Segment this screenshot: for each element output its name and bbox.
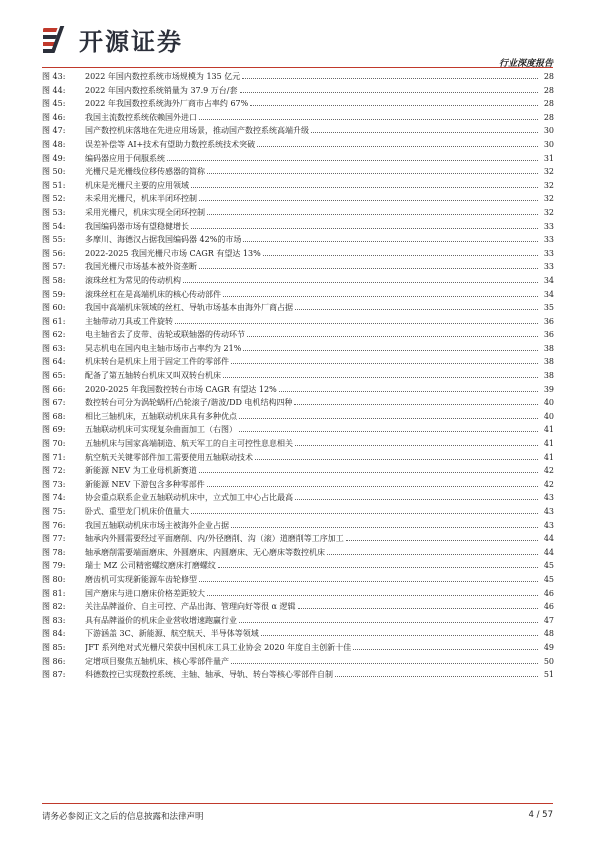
toc-entry[interactable] bbox=[42, 341, 554, 355]
toc-figure-label: 图 83: bbox=[42, 615, 66, 625]
toc-page-number: 42 bbox=[543, 479, 554, 489]
toc-entry[interactable] bbox=[42, 504, 554, 518]
toc-figure-title: 我国主流数控系统依赖国外进口 bbox=[85, 112, 197, 122]
toc-page-number: 28 bbox=[543, 99, 554, 109]
toc-figure-label: 图 63: bbox=[42, 343, 66, 353]
toc-page-number: 41 bbox=[543, 452, 554, 462]
toc-page-number: 47 bbox=[543, 615, 554, 625]
toc-leader-dots bbox=[295, 490, 538, 500]
toc-figure-title: 卧式、重型龙门机床价值量大 bbox=[85, 507, 189, 516]
toc-entry[interactable] bbox=[42, 232, 554, 246]
toc-figure-label: 图 55: bbox=[42, 235, 66, 245]
toc-page-number: 38 bbox=[543, 357, 554, 367]
toc-leader-dots bbox=[191, 219, 538, 229]
company-logo bbox=[43, 24, 183, 54]
toc-entry[interactable] bbox=[42, 300, 554, 314]
toc-leader-dots bbox=[311, 123, 538, 133]
toc-page-number: 33 bbox=[543, 221, 554, 231]
toc-figure-label: 图 54: bbox=[42, 221, 66, 231]
toc-entry[interactable] bbox=[42, 205, 554, 219]
toc-page-number: 34 bbox=[543, 289, 554, 299]
toc-figure-label: 图 71: bbox=[42, 452, 66, 462]
toc-figure-title: JFT 系列绝对式光栅尺荣获中国机床工具工业协会 2020 年度自主创新十佳 bbox=[85, 642, 352, 652]
toc-page-number: 50 bbox=[543, 656, 554, 666]
toc-page-number: 32 bbox=[543, 167, 554, 177]
toc-leader-dots bbox=[199, 259, 538, 269]
toc-page-number: 42 bbox=[543, 466, 554, 476]
toc-figure-title: 瑞士 MZ 公司精密螺纹磨床打磨螺纹 bbox=[85, 561, 216, 571]
toc-page-number: 45 bbox=[543, 574, 554, 584]
toc-figure-title: 磨齿机可实现新能源车齿轮修型 bbox=[85, 574, 197, 584]
toc-entry[interactable] bbox=[42, 626, 554, 640]
toc-figure-label: 图 78: bbox=[42, 547, 66, 557]
toc-entry[interactable] bbox=[42, 599, 554, 613]
toc-entry[interactable] bbox=[42, 613, 554, 627]
toc-leader-dots bbox=[207, 477, 538, 487]
toc-entry[interactable] bbox=[42, 436, 554, 450]
toc-page-number: 43 bbox=[543, 520, 554, 530]
toc-page-number: 30 bbox=[543, 126, 554, 136]
toc-leader-dots bbox=[191, 178, 538, 188]
toc-leader-dots bbox=[183, 273, 538, 283]
toc-figure-label: 图 85: bbox=[42, 642, 66, 652]
toc-entry[interactable] bbox=[42, 654, 554, 668]
toc-entry[interactable] bbox=[42, 123, 554, 137]
toc-figure-label: 图 79: bbox=[42, 561, 66, 571]
toc-entry[interactable] bbox=[42, 314, 554, 328]
toc-leader-dots bbox=[223, 287, 538, 297]
toc-leader-dots bbox=[346, 531, 538, 541]
toc-page-number: 36 bbox=[543, 316, 554, 326]
toc-figure-label: 图 45: bbox=[42, 99, 66, 109]
toc-figure-title: 我国光栅尺市场基本被外资垄断 bbox=[85, 262, 197, 272]
toc-leader-dots bbox=[295, 300, 538, 310]
toc-leader-dots bbox=[263, 246, 538, 256]
toc-figure-label: 图 62: bbox=[42, 330, 66, 340]
toc-figure-title: 配备了第五轴转台机床又叫双转台机床 bbox=[85, 371, 221, 381]
toc-figure-title: 2022-2025 我国光栅尺市场 CAGR 有望达 13% bbox=[85, 248, 261, 258]
toc-figure-title: 关注品牌溢价、自主可控、产品出海、管理向好等很 α 逻辑 bbox=[85, 602, 296, 612]
toc-leader-dots bbox=[261, 626, 538, 636]
toc-figure-label: 图 75: bbox=[42, 507, 66, 516]
toc-entry[interactable] bbox=[42, 586, 554, 600]
logo-text: 开源证券 bbox=[79, 27, 183, 56]
toc-leader-dots bbox=[207, 205, 538, 215]
toc-figure-title: 主轴带动刀具或工件旋转 bbox=[85, 316, 173, 326]
toc-figure-title: 电主轴省去了皮带、齿轮或联轴器的传动环节 bbox=[85, 330, 245, 340]
toc-figure-label: 图 74: bbox=[42, 493, 66, 503]
toc-page-number: 45 bbox=[543, 561, 554, 571]
toc-figure-label: 图 58: bbox=[42, 275, 66, 285]
toc-leader-dots bbox=[167, 151, 538, 161]
toc-figure-title: 国产数控机床落地在先进应用场景，推动国产数控系统高端升级 bbox=[85, 126, 309, 136]
toc-page-number: 44 bbox=[543, 547, 554, 557]
toc-leader-dots bbox=[242, 69, 538, 79]
toc-figure-title: 2022 年国内数控系统市场规模为 135 亿元 bbox=[85, 72, 241, 81]
toc-page-number: 35 bbox=[543, 303, 554, 313]
toc-entry[interactable] bbox=[42, 259, 554, 273]
toc-entry[interactable] bbox=[42, 219, 554, 233]
toc-entry[interactable] bbox=[42, 287, 554, 301]
toc-entry[interactable] bbox=[42, 83, 554, 97]
toc-entry[interactable] bbox=[42, 164, 554, 178]
toc-leader-dots bbox=[279, 382, 538, 392]
toc-leader-dots bbox=[231, 654, 538, 664]
toc-page-number: 34 bbox=[543, 275, 554, 285]
toc-figure-title: 2022 年我国数控系统海外厂商市占率约 67% bbox=[85, 99, 249, 109]
toc-page-number: 43 bbox=[543, 507, 554, 516]
toc-figure-label: 图 70: bbox=[42, 439, 66, 449]
toc-page-number: 33 bbox=[543, 248, 554, 258]
report-type-label: 行业深度报告 bbox=[498, 59, 553, 69]
toc-figure-title: 我国五轴联动机床市场主被海外企业占据 bbox=[85, 520, 229, 530]
toc-entry[interactable] bbox=[42, 354, 554, 368]
toc-entry[interactable] bbox=[42, 368, 554, 382]
toc-page-number: 48 bbox=[543, 629, 554, 639]
toc-page-number: 41 bbox=[543, 439, 554, 449]
toc-figure-label: 图 50: bbox=[42, 167, 66, 177]
toc-figure-label: 图 52: bbox=[42, 194, 66, 204]
toc-leader-dots bbox=[218, 558, 538, 568]
toc-page-number: 28 bbox=[543, 72, 554, 81]
toc-page-number: 32 bbox=[543, 194, 554, 204]
toc-figure-label: 图 59: bbox=[42, 289, 66, 299]
toc-entry[interactable] bbox=[42, 395, 554, 409]
toc-figure-label: 图 66: bbox=[42, 384, 66, 394]
toc-figure-title: 轴承磨削需要端面磨床、外圆磨床、内圆磨床、无心磨床等数控机床 bbox=[85, 547, 325, 557]
toc-figure-label: 图 46: bbox=[42, 112, 66, 122]
toc-figure-label: 图 73: bbox=[42, 479, 66, 489]
toc-page-number: 41 bbox=[543, 425, 554, 435]
toc-page-number: 33 bbox=[543, 262, 554, 272]
toc-figure-title: 滚珠丝杠在是高端机床的核心传动部件 bbox=[85, 289, 221, 299]
toc-leader-dots bbox=[199, 110, 538, 120]
toc-entry[interactable] bbox=[42, 246, 554, 260]
toc-figure-label: 图 61: bbox=[42, 316, 66, 326]
toc-figure-title: 相比三轴机床，五轴联动机床具有多种优点 bbox=[85, 411, 237, 421]
toc-figure-title: 新能源 NEV 下游包含多种零部件 bbox=[85, 479, 205, 489]
toc-figure-label: 图 65: bbox=[42, 371, 66, 381]
toc-page-number: 38 bbox=[543, 371, 554, 381]
toc-page-number: 32 bbox=[543, 180, 554, 190]
toc-page-number: 33 bbox=[543, 235, 554, 245]
toc-figure-label: 图 67: bbox=[42, 398, 66, 408]
toc-leader-dots bbox=[327, 545, 538, 555]
toc-figure-title: 采用光栅尺，机床实现全闭环控制 bbox=[85, 207, 205, 217]
toc-leader-dots bbox=[199, 572, 538, 582]
toc-leader-dots bbox=[243, 341, 538, 351]
toc-page-number: 28 bbox=[543, 85, 554, 95]
page-header bbox=[0, 0, 595, 70]
toc-figure-label: 图 43: bbox=[42, 72, 66, 81]
toc-figure-title: 科德数控已实现数控系统、主轴、轴承、导轨、转台等核心零部件自制 bbox=[85, 670, 333, 680]
toc-leader-dots bbox=[255, 450, 538, 460]
toc-figure-title: 误差补偿等 AI+技术有望助力数控系统技术突破 bbox=[85, 139, 256, 149]
toc-figure-label: 图 53: bbox=[42, 207, 66, 217]
toc-figure-title: 滚珠丝杠为常见的传动机构 bbox=[85, 275, 181, 285]
toc-figure-label: 图 47: bbox=[42, 126, 66, 136]
toc-leader-dots bbox=[199, 463, 538, 473]
toc-figure-title: 具有品牌溢价的机床企业营收增速跑赢行业 bbox=[85, 615, 237, 625]
toc-figure-label: 图 84: bbox=[42, 629, 66, 639]
toc-page-number: 28 bbox=[543, 112, 554, 122]
toc-leader-dots bbox=[353, 640, 538, 650]
toc-figure-label: 图 80: bbox=[42, 574, 66, 584]
toc-leader-dots bbox=[247, 327, 538, 337]
toc-figure-title: 2020-2025 年我国数控转台市场 CAGR 有望达 12% bbox=[85, 384, 277, 394]
toc-leader-dots bbox=[295, 436, 538, 446]
toc-entry[interactable] bbox=[42, 69, 554, 83]
toc-figure-label: 图 44: bbox=[42, 85, 66, 95]
toc-entry[interactable] bbox=[42, 463, 554, 477]
toc-figure-title: 定增项目聚焦五轴机床、核心零部件量产 bbox=[85, 656, 229, 666]
header-divider bbox=[42, 67, 553, 68]
toc-figure-title: 光栅尺是光栅线位移传感器的简称 bbox=[85, 167, 205, 177]
toc-leader-dots bbox=[191, 504, 538, 514]
toc-page-number: 31 bbox=[543, 153, 554, 163]
toc-entry[interactable] bbox=[42, 409, 554, 423]
toc-figure-title: 五轴联动机床可实现复杂曲面加工（右图） bbox=[85, 425, 237, 435]
footer-disclaimer: 请务必参阅正文之后的信息披露和法律声明 bbox=[42, 812, 204, 822]
toc-leader-dots bbox=[207, 164, 538, 174]
toc-figure-title: 我国中高端机床领域的丝杠、导轨市场基本由海外厂商占据 bbox=[85, 303, 293, 313]
toc-figure-title: 机床转台是机床上用于固定工件的零部件 bbox=[85, 357, 229, 367]
toc-page-number: 30 bbox=[543, 139, 554, 149]
toc-leader-dots bbox=[243, 232, 538, 242]
toc-figure-title: 编码器应用于伺服系统 bbox=[85, 153, 165, 163]
toc-figure-label: 图 51: bbox=[42, 180, 66, 190]
toc-figure-label: 图 77: bbox=[42, 534, 66, 544]
toc-entry[interactable] bbox=[42, 531, 554, 545]
toc-figure-label: 图 68: bbox=[42, 411, 66, 421]
toc-figure-label: 图 56: bbox=[42, 248, 66, 258]
toc-leader-dots bbox=[175, 314, 538, 324]
toc-leader-dots bbox=[239, 409, 538, 419]
toc-entry[interactable] bbox=[42, 450, 554, 464]
toc-entry[interactable] bbox=[42, 273, 554, 287]
toc-figure-title: 我国编码器市场有望稳健增长 bbox=[85, 221, 189, 231]
toc-entry[interactable] bbox=[42, 327, 554, 341]
toc-entry[interactable] bbox=[42, 137, 554, 151]
toc-figure-label: 图 81: bbox=[42, 588, 66, 598]
toc-leader-dots bbox=[199, 191, 538, 201]
toc-page-number: 44 bbox=[543, 534, 554, 544]
toc-figure-label: 图 57: bbox=[42, 262, 66, 272]
toc-page-number: 43 bbox=[543, 493, 554, 503]
toc-entry[interactable] bbox=[42, 558, 554, 572]
toc-figure-title: 国产磨床与进口磨床价格差距较大 bbox=[85, 588, 205, 598]
toc-leader-dots bbox=[231, 354, 538, 364]
toc-entry[interactable] bbox=[42, 518, 554, 532]
toc-entry[interactable] bbox=[42, 110, 554, 124]
toc-entry[interactable] bbox=[42, 178, 554, 192]
toc-figure-label: 图 86: bbox=[42, 656, 66, 666]
toc-entry[interactable] bbox=[42, 545, 554, 559]
toc-figure-title: 新能源 NEV 为工业母机新赛道 bbox=[85, 466, 197, 476]
toc-page-number: 46 bbox=[543, 588, 554, 598]
logo-mark-icon bbox=[43, 24, 75, 54]
toc-figure-label: 图 87: bbox=[42, 670, 66, 680]
toc-entry[interactable] bbox=[42, 96, 554, 110]
toc-leader-dots bbox=[231, 518, 538, 528]
toc-entry[interactable] bbox=[42, 477, 554, 491]
toc-figure-title: 协会重点联系企业五轴联动机床中，立式加工中心占比最高 bbox=[85, 493, 293, 503]
toc-leader-dots bbox=[257, 137, 538, 147]
toc-leader-dots bbox=[240, 83, 539, 93]
toc-figure-title: 数控转台可分为涡轮蜗杆/凸轮滚子/谐波/DD 电机结构四种 bbox=[85, 398, 293, 408]
toc-page-number: 39 bbox=[543, 384, 554, 394]
toc-figure-title: 轴承内外圆需要经过平面磨削、内/外径磨削、沟（滚）道磨削等工序加工 bbox=[85, 534, 344, 544]
toc-page-number: 51 bbox=[543, 670, 554, 680]
toc-figure-title: 下游涵盖 3C、新能源、航空航天、半导体等领域 bbox=[85, 629, 259, 639]
toc-leader-dots bbox=[250, 96, 538, 106]
toc-entry[interactable] bbox=[42, 422, 554, 436]
toc-figure-label: 图 60: bbox=[42, 303, 66, 313]
toc-leader-dots bbox=[239, 422, 538, 432]
toc-figure-title: 机床是光栅尺主要的应用领域 bbox=[85, 180, 189, 190]
page-number: 4 / 57 bbox=[528, 810, 553, 820]
toc-figure-title: 未采用光栅尺，机床半闭环控制 bbox=[85, 194, 197, 204]
toc-leader-dots bbox=[298, 599, 539, 609]
toc-figure-title: 昊志机电在国内电主轴市场市占率约为 21% bbox=[85, 343, 242, 353]
toc-page-number: 38 bbox=[543, 343, 554, 353]
toc-page-number: 36 bbox=[543, 330, 554, 340]
toc-entry[interactable] bbox=[42, 640, 554, 654]
footer-divider bbox=[42, 803, 553, 804]
toc-page-number: 40 bbox=[543, 411, 554, 421]
toc-page-number: 32 bbox=[543, 207, 554, 217]
toc-entry[interactable] bbox=[42, 572, 554, 586]
toc-leader-dots bbox=[335, 667, 538, 677]
toc-page-number: 49 bbox=[543, 642, 554, 652]
toc-figure-title: 航空航天关键零部件加工需要使用五轴联动技术 bbox=[85, 452, 253, 462]
toc-figure-label: 图 72: bbox=[42, 466, 66, 476]
toc-entry[interactable] bbox=[42, 490, 554, 504]
toc-leader-dots bbox=[294, 395, 538, 405]
toc-entry[interactable] bbox=[42, 667, 554, 681]
toc-figure-title: 五轴机床与国家高端制造、航天军工的自主可控性息息相关 bbox=[85, 439, 293, 449]
toc-figure-title: 2022 年国内数控系统销量为 37.9 万台/套 bbox=[85, 85, 238, 95]
toc-entry[interactable] bbox=[42, 382, 554, 396]
toc-entry[interactable] bbox=[42, 191, 554, 205]
toc-figure-label: 图 69: bbox=[42, 425, 66, 435]
toc-figure-title: 多摩川、海德汉占据我国编码器 42%的市场 bbox=[85, 235, 242, 245]
toc-figure-label: 图 82: bbox=[42, 602, 66, 612]
toc-leader-dots bbox=[239, 613, 538, 623]
toc-leader-dots bbox=[207, 586, 538, 596]
toc-figure-label: 图 64: bbox=[42, 357, 66, 367]
toc-leader-dots bbox=[223, 368, 538, 378]
toc-figure-label: 图 48: bbox=[42, 139, 66, 149]
figure-table-of-contents bbox=[42, 69, 554, 681]
toc-page-number: 46 bbox=[543, 602, 554, 612]
toc-figure-label: 图 76: bbox=[42, 520, 66, 530]
toc-page-number: 40 bbox=[543, 398, 554, 408]
toc-entry[interactable] bbox=[42, 151, 554, 165]
toc-figure-label: 图 49: bbox=[42, 153, 66, 163]
